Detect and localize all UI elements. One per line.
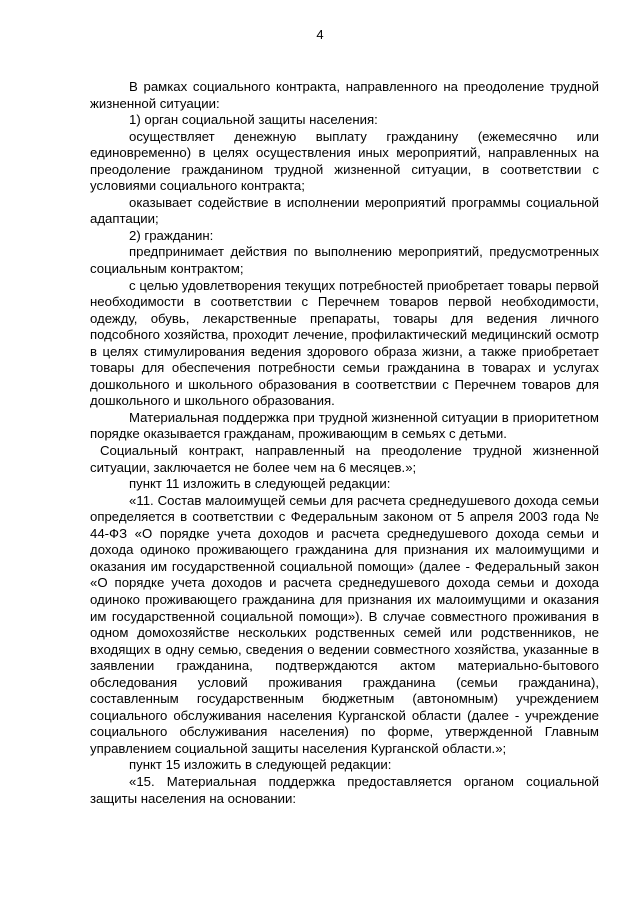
paragraph-purchases: с целью удовлетворения текущих потребностей приобретает товары первой необходимости в соответствии с Перечнем товаров первой необходимости, одежду, обувь, лекарственные препараты, товары для ведения личного подсобного хозяйства, проходит лечение, профилактический медицинский осмотр в целях стимулирования ведения здорового образа жизни, а также приобретает товары для обеспечения потребности семьи гражданина в товарах и услугах дошкольного и школьного образования в соответствии с Перечнем товаров для дошкольного и школьного образования. xyxy=(90,277,599,409)
paragraph-item-1-heading: 1) орган социальной защиты населения: xyxy=(129,112,378,128)
paragraph-item-2-heading: 2) гражданин: xyxy=(129,227,214,243)
page-number: 4 xyxy=(316,27,324,42)
paragraph-point-15-intro: пункт 15 изложить в следующей редакции: xyxy=(129,757,392,773)
paragraph-actions: предпринимает действия по выполнению мероприятий, предусмотренных социальным контрактом; xyxy=(90,244,599,277)
paragraph-assistance: оказывает содействие в исполнении мероприятий программы социальной адаптации; xyxy=(90,194,599,227)
paragraph-intro: В рамках социального контракта, направленного на преодоление трудной жизненной ситуации: xyxy=(90,79,599,111)
paragraph-payment: осуществляет денежную выплату гражданину (ежемесячно или единовременно) в целях осуществления иных мероприятий, направленных на преодоление гражданином трудной жизненной ситуации, в соответствии с условиями социального контракта; xyxy=(90,128,599,194)
paragraph-priority: Материальная поддержка при трудной жизненной ситуации в приоритетном порядке оказывается гражданам, проживающим в семьях с детьми. xyxy=(90,409,599,442)
paragraph-point-11-intro: пункт 11 изложить в следующей редакции: xyxy=(129,476,391,492)
document-body xyxy=(90,79,599,807)
paragraph-point-15: «15. Материальная поддержка предоставляется органом социальной защиты населения на основании: xyxy=(90,773,599,806)
paragraph-contract-term: Социальный контракт, направленный на преодоление трудной жизненной ситуации, заключается не более чем на 6 месяцев.»; xyxy=(90,443,599,475)
paragraph-point-11: «11. Состав малоимущей семьи для расчета среднедушевого дохода семьи определяется в соответствии с Федеральным законом от 5 апреля 2003 года № 44-ФЗ «О порядке учета доходов и расчета среднедушевого дохода семьи и дохода одиноко проживающего гражданина для признания их малоимущими и оказания им государственной социальной помощи» (далее - Федеральный закон «О порядке учета доходов и расчета среднедушевого дохода семьи и дохода одиноко проживающего гражданина для признания их малоимущими и оказания им государственной социальной помощи»). В случае совместного проживания в одном домохозяйстве нескольких родственных семей или родственников, не входящих в одну семью, сведения о ведении совместного хозяйства, указанные в заявлении гражданина, подтверждаются актом материально-бытового обследования условий проживания гражданина (семьи гражданина), составленным государственным бюджетным (автономным) учреждением социального обслуживания населения Курганской области (далее - учреждение социального обслуживания населения) по форме, утвержденной Главным управлением социальной защиты населения Курганской области.»; xyxy=(90,492,599,756)
